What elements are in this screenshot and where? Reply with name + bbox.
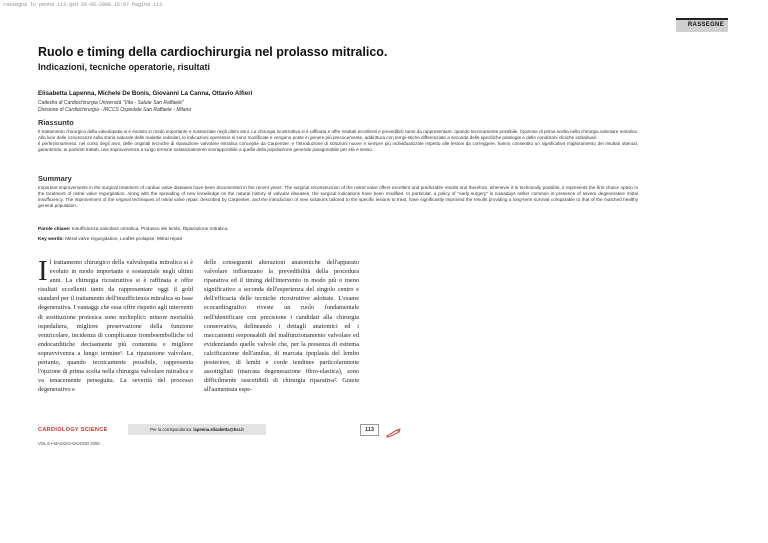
- key-words: [38, 237, 182, 242]
- summary-paragraph: Important improvements in the surgical treatment of cardiac valve diseases have been documented in the recent years. The surgical reconstruction of the mitral valve offers excellent and predictable results and therefore, whenever it is technically possible, it represents the first choice option in the treatment of mitral valve regurgitation. Along with the spreading of new knowledge on the natural history of valvular diseases, the surgical indications have been modified. In particular, a policy of "early surgery" is nowadays rather common in presence of severe degenerative mitral insufficiency. The improvement of the original techniques of mitral valve repair, described by Carpentier, and the introduction of new solutions tailored to the specific lesions to treat, have significantly improved the results providing a long-term survival comparable to that of the matched healthy general population.: [38, 185, 638, 209]
- parole-chiave-label: Parole chiave:: [38, 227, 71, 232]
- body-column-1-text: l trattamento chirurgico della valvulopatia mitralica si è evoluto in modo importante e sostanziale negli ultimi anni. La chirurgia ricostruttiva si è raffinata e offre risultati eccellenti tanto da rappresentare oggi il gold standard per il trattamento dell'insufficienza mitralica su base degenerativa. I vantaggi che essa offre rispetto agli interventi di sostituzione protesica sono molteplici: minore mortalità ospedaliera, migliore preservazione della funzione ventricolare, incidenza di complicanze tromboembolliche ed endocarditiche decisamente più contenuta e migliore sopravvivenza a lungo termine¹. La riparazione valvolare, pertanto, quando tecnicamente possibile, rappresenta l'opzione di prima scelta nella chirurgia valvolare mitralica e va tenacemente perseguita. La severità del processo degenerativo e: [38, 259, 193, 394]
- article-title: Ruolo e timing della cardiochirurgia nel prolasso mitralico.: [38, 45, 388, 59]
- parole-chiave: [38, 227, 227, 232]
- author-list: Elisabetta Lapenna, Michele De Bonis, Giovanni La Canna, Ottavio Alfieri: [38, 90, 253, 97]
- parole-chiave-text: Insufficienza valvolare mitralica, Prolasso dei lembi, Riparazione mitralica: [71, 227, 228, 232]
- affiliation-line: Divisione di Cardiochirurgia - IRCCS Ospedale San Raffaele - Milano: [38, 106, 192, 113]
- affiliation-line: Cattedra di Cardiochirurgia Università "Vita - Salute San Raffaele": [38, 100, 184, 106]
- riassunto-heading: Riassunto: [38, 118, 74, 127]
- riassunto-text: [38, 129, 638, 153]
- riassunto-paragraph: Il trattamento chirurgico della valvulopatia si è evoluto in modo importante e sostanziale negli ultimi anni. La chirurgia ricostruttiva si è raffinata e offre risultati eccellenti e prevedibili; tanto da rappresentare, quando tecnicamente possibile, l'opzione di prima scelta nella chirurgia valvolare mitralica. Alla luce delle conoscenze sulla storia naturale delle malattie valvolari, le indicazioni operatorie si sono modificate e vengono poste in genere più precocemente, addirittura con tempi-stiche differenziate a seconda delle specifiche patologie e delle condizioni cliniche individuali.: [38, 129, 638, 141]
- body-column-1: [38, 255, 193, 394]
- pen-icon: [386, 428, 402, 438]
- page-number: 113: [360, 424, 379, 436]
- article-subtitle: Indicazioni, tecniche operatorie, risultati: [38, 62, 211, 72]
- journal-brand: CARDIOLOGY SCIENCE: [38, 427, 108, 433]
- correspondence-email[interactable]: lapenna.elisabetta@hsr.it: [193, 427, 244, 432]
- section-label: RASSEGNE: [687, 22, 724, 28]
- affiliation: [38, 100, 191, 113]
- body-column-2: [204, 258, 359, 394]
- drop-cap: I: [38, 255, 48, 287]
- volume-issue: VOL 6 • MAGGIO-GIUGNO 2008: [38, 441, 100, 446]
- key-words-text: Mitral valve regurgitation, Leaflet prolapse, Mitral repair: [65, 237, 183, 242]
- body-column-2-text: delle conseguenti alterazioni anatomiche dell'apparato valvolare influenzano la prevedibilità della procedura riparativa ed il timing dell'intervento in modo più o meno significativo a seconda dell'esperienza del singolo centro e dell'efficacia delle tecniche ricostruttive adottate. L'esame ecocardiografico riveste un ruolo fondamentale nell'identificare con precisione i candidati alla chirurgia conservativa, delineando i dettagli anatomici ed i meccanismi responsabili del malfunzionamento valvolare ed evidenziando quelle valvole che, per la presenza di estrema calcificazione dell'anulus, di marcata ipoplasia del lembo posteriore, di lembi e corde tendinee particolarmente assottigliati (marcata degenerazione fibro-elastica), sono difficilmente suscettibili di chirurgia riparativa². Grazie all'aumentata espe-: [204, 259, 359, 394]
- section-tab-rule: [676, 18, 728, 20]
- print-slug: rassegna lo penna 113.qxd 29-05-2008 15:07 Pagina 113: [3, 2, 163, 8]
- summary-heading: Summary: [38, 174, 72, 183]
- key-words-label: Key words:: [38, 237, 64, 242]
- correspondence-label: Per la corrispondenza:: [150, 427, 193, 432]
- summary-text: [38, 185, 638, 209]
- section-tab: [676, 18, 728, 32]
- riassunto-paragraph: Il perfezionamento, nel corso degli anni, delle originali tecniche di riparazione valvolare mitralica concepite da Carpentier, e l'introduzione di soluzioni nuove e sempre più individualizzate rispetto alle lesioni da correggere, hanno consentito un significativo miglioramento dei risultati ottenuti, garantendo, ai pazienti trattati, una sopravvivenza a lungo termine sostanzialmente sovrapponibile a quella della popolazione generale paragonabile per età e sesso.: [38, 141, 638, 153]
- correspondence-box: [128, 424, 266, 435]
